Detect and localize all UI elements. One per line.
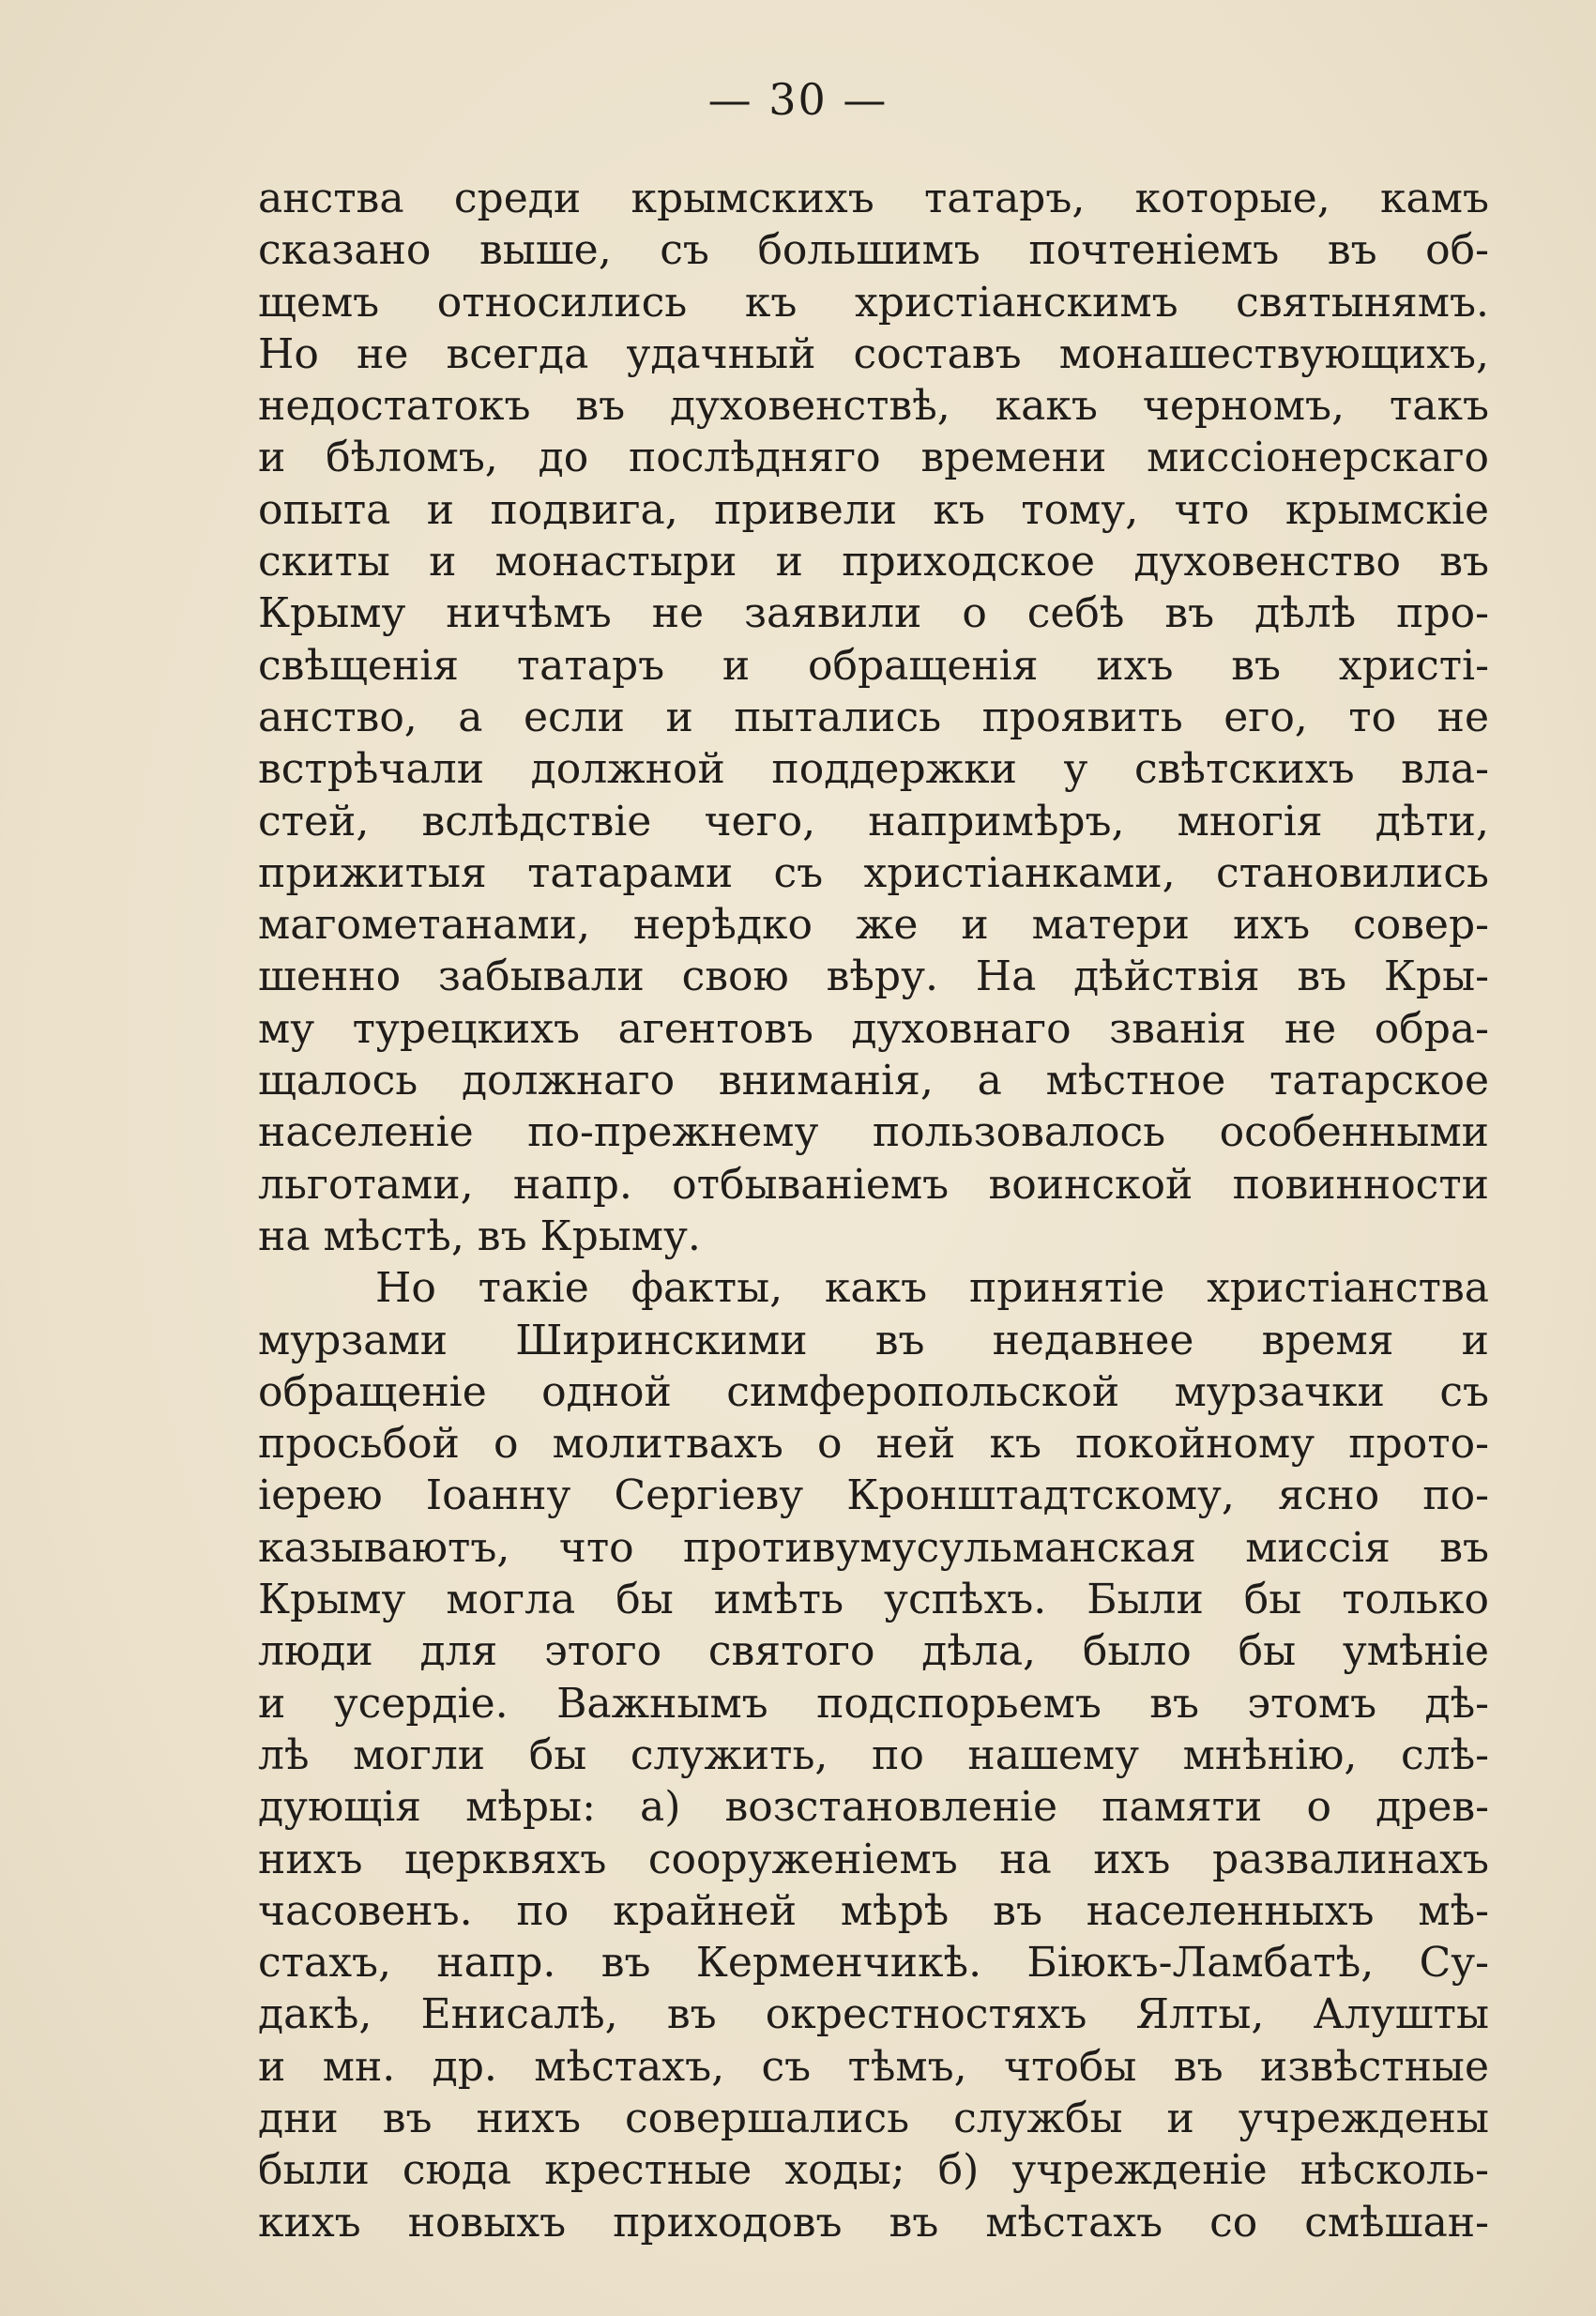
text-line: Крыму могла бы имѣть успѣхъ. Были бы только <box>258 1576 1489 1624</box>
text-line: iерею Iоанну Сергiеву Кронштадтскому, ясно по- <box>258 1471 1489 1520</box>
text-line: магометанами, нерѣдко же и матери ихъ совер- <box>258 901 1489 950</box>
text-line: анства среди крымскихъ татаръ, которые, камъ <box>258 175 1489 222</box>
text-line: и бѣломъ, до послѣдняго времени миссiонерскаго <box>258 434 1489 482</box>
text-line: казываютъ, что противумусульманская миссiя въ <box>258 1523 1489 1572</box>
text-line: мурзами Ширинскими въ недавнее время и <box>258 1316 1489 1364</box>
text-line: скиты и монастыри и приходское духовенство въ <box>258 538 1489 587</box>
text-line: встрѣчали должной поддержки у свѣтскихъ вла- <box>258 745 1489 794</box>
text-line: Но не всегда удачный составъ монашествующихъ, <box>258 329 1489 378</box>
paragraph-start-line: Но такiе факты, какъ принятiе христiанства <box>375 1264 1489 1313</box>
text-line: лѣ могли бы служить, по нашему мнѣнiю, слѣ- <box>258 1730 1489 1779</box>
page-number: — 30 — <box>707 74 889 125</box>
text-line: му турецкихъ агентовъ духовнаго званiя не обра- <box>258 1004 1489 1053</box>
text-line: Крыму ничѣмъ не заявили о себѣ въ дѣлѣ про- <box>258 589 1489 638</box>
text-line: люди для этого святого дѣла, было бы умѣнiе <box>258 1627 1489 1676</box>
text-line: опыта и подвига, привели къ тому, что крымскiе <box>258 485 1489 534</box>
text-line: стей, вслѣдствiе чего, напримѣръ, многiя дѣти, <box>258 797 1489 846</box>
text-line: шенно забывали свою вѣру. На дѣйствiя въ Кры- <box>258 952 1489 1001</box>
body-text <box>258 173 1489 2248</box>
text-line: щалось должнаго вниманiя, а мѣстное татарское <box>258 1057 1489 1105</box>
text-line: недостатокъ въ духовенствѣ, какъ черномъ, такъ <box>258 382 1489 431</box>
text-line: кихъ новыхъ приходовъ въ мѣстахъ со смѣшан- <box>258 2198 1489 2247</box>
text-line: населенiе по-прежнему пользовалось особенными <box>258 1108 1489 1157</box>
text-line: дующiя мѣры: а) возстановленiе памяти о древ- <box>258 1783 1489 1832</box>
text-line: анство, а если и пытались проявить его, то не <box>258 693 1489 741</box>
text-line: стахъ, напр. въ Керменчикѣ. Бiюкъ-Ламбатѣ, Су- <box>258 1939 1489 1988</box>
paragraph-end-line: на мѣстѣ, въ Крыму. <box>258 1211 701 1260</box>
text-line: просьбой о молитвахъ о ней къ покойному прото- <box>258 1420 1489 1469</box>
text-line: и усердiе. Важнымъ подспорьемъ въ этомъ дѣ- <box>258 1679 1489 1728</box>
text-line: сказано выше, съ большимъ почтенiемъ въ об- <box>258 226 1489 275</box>
text-line: свѣщенiя татаръ и обращенiя ихъ въ христi- <box>258 641 1489 690</box>
text-line: и мн. др. мѣстахъ, съ тѣмъ, чтобы въ извѣстные <box>258 2042 1489 2091</box>
text-line: щемъ относились къ христiанскимъ святынямъ. <box>258 278 1489 327</box>
text-line: льготами, напр. отбыванiемъ воинской повинности <box>258 1160 1489 1209</box>
text-line: нихъ церквяхъ сооруженiемъ на ихъ развалинахъ <box>258 1835 1489 1883</box>
text-line: часовенъ. по крайней мѣрѣ въ населенныхъ мѣ- <box>258 1886 1489 1935</box>
text-line: были сюда крестные ходы; б) учрежденiе нѣсколь- <box>258 2146 1489 2195</box>
text-line: прижитыя татарами съ христiанками, становились <box>258 848 1489 897</box>
text-line: дакѣ, Енисалѣ, въ окрестностяхъ Ялты, Алушты <box>258 1990 1489 2039</box>
text-line: дни въ нихъ совершались службы и учреждены <box>258 2094 1489 2142</box>
text-line: обращенiе одной симферопольской мурзачки съ <box>258 1367 1489 1416</box>
